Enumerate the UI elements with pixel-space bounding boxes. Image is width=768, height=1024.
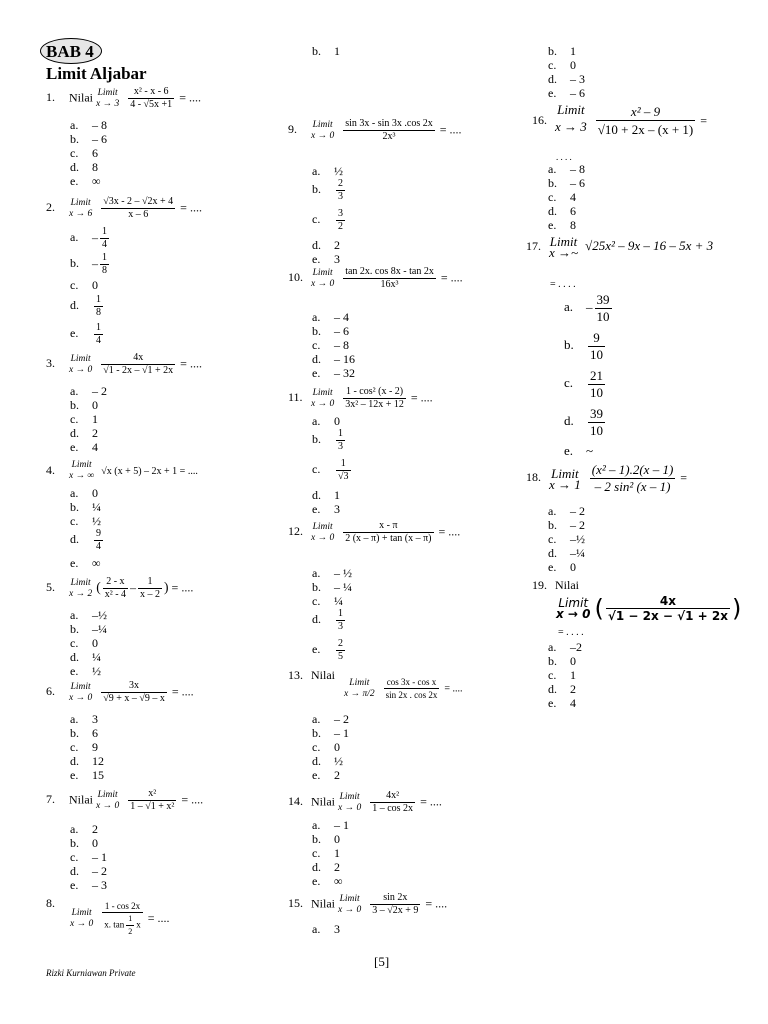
question-13-expression: Limit x → π/2 $\frac{\text{cos 3x - cos x}}{\sin 2x . \cos 2x}$ = .... (344, 677, 463, 700)
limit-operator: Limit x → 3 (555, 102, 587, 134)
question-number: 17. (526, 238, 541, 253)
limit-operator: Limit x → 0 (311, 267, 335, 289)
option-a: a. – 8 (70, 118, 107, 132)
question-prefix: Nilai (69, 90, 93, 105)
option-b: b. – 2 (548, 518, 585, 532)
limit-operator: Limit x → 3 (96, 87, 120, 109)
options-q15-continued-2 (548, 44, 585, 100)
option-b: b. 0 (312, 832, 340, 846)
option-c: c. ¼ (312, 594, 343, 608)
question-number: 12. (288, 524, 303, 539)
option-a: a. – 2 (312, 712, 349, 726)
option-a: a. 2 (70, 822, 98, 836)
option-d: d. 2 (548, 682, 576, 696)
option-d: d. 2 (70, 426, 98, 440)
options-q10 (312, 310, 355, 380)
question-15: 15. Nilai Limit x → 0 $\frac{\sin 2x}{3 - √2x + 9}$ = .... (288, 892, 448, 916)
limit-operator: Limit x → 2 (69, 577, 93, 599)
option-c: c. 1 (312, 846, 340, 860)
option-e: e. ∞ (70, 174, 101, 188)
question-10: 10. Limit x → 0 $\frac{\tan 2x. \cos 8x - \tan 2x}{\text{16x³}}$ = .... (288, 266, 463, 290)
option-d: d. – 16 (312, 352, 355, 366)
limit-operator: Limit x →~ (549, 234, 579, 260)
option-d: d. – 3 (548, 72, 585, 86)
option-e: e. 3 (312, 502, 340, 516)
fraction: $\frac{x - \pi}{2 (x - \pi) + \tan (x - \pi)}$ (345, 520, 432, 544)
expression: √25x² – 9x – 16 – 5x + 3 (585, 237, 714, 253)
option-d: d. –¼ (548, 546, 585, 560)
option-c: c. – 1 (70, 850, 107, 864)
question-number: 8. (46, 896, 55, 910)
fraction: $\frac{\text{(x² – 1).2(x – 1)}}{\text{– 2 sin² (x – 1)}}$ (591, 462, 674, 494)
options-q4 (70, 486, 105, 570)
chapter-title: Limit Aljabar (46, 64, 147, 83)
option-c: c. ½ (70, 514, 101, 528)
options-q9 (312, 164, 347, 266)
options-q1 (70, 118, 107, 188)
question-number: 14. (288, 794, 303, 809)
fraction: $\frac{4x}{√1 - 2x - √1 + 2x}$ (103, 352, 174, 376)
option-c: c. $\frac{3}{2}$ (312, 208, 343, 232)
option-e: e. 3 (312, 252, 340, 266)
question-8 (46, 896, 66, 911)
fraction: $\frac{\sin 2x}{3 - √2x + 9}$ (372, 892, 419, 916)
question-number: 9. (288, 122, 297, 137)
question-7: 7. Nilai Limit x → 0 $\frac{\text{x²}}{\text{1 – √1 + x²}}$ = .... (46, 788, 204, 812)
question-14: 14. Nilai Limit x → 0 $\frac{\text{4x²}}{1 - \cos 2x}$ = .... (288, 790, 442, 814)
options-q17 (564, 292, 614, 458)
limit-operator: Limit x → 0 (69, 353, 93, 375)
options-q16 (548, 162, 585, 232)
suffix: = . . . . (550, 279, 576, 290)
option-a: a. 0 (70, 486, 98, 500)
question-16: 16. Limit x → 3 $\frac{\text{x² – 9}}{√10 + 2x - (x + 1)}$ = (532, 102, 708, 137)
option-a: a. – $\frac{39}{10}$ (564, 292, 610, 324)
option-e: e. 2 (312, 768, 340, 782)
limit-operator: Limit x → 0 (338, 893, 362, 915)
fraction: 1 - cos 2x x. tan $\frac{1}{2}$ x (104, 901, 141, 936)
limit-operator: Limit x → 0 (70, 908, 94, 929)
option-b: b. –¼ (70, 622, 107, 636)
question-4 (46, 460, 198, 482)
option-e: e. – 3 (70, 878, 107, 892)
question-number: 5. (46, 580, 55, 595)
option-e: e. – 6 (548, 86, 585, 100)
chapter-number: BAB 4 (46, 42, 94, 61)
option-e: e. $\frac{1}{4}$ (70, 322, 101, 346)
option-a: a. ½ (312, 164, 343, 178)
option-b: b. – $\frac{1}{8}$ (70, 252, 107, 276)
fraction: $\frac{\sin 3x - \sin 3x .\cos 2x}{\text{2x³}}$ (345, 118, 433, 142)
limit-operator: Limit x → 6 (69, 197, 93, 219)
option-a: a. – 2 (548, 504, 585, 518)
limit-operator: Limit x → 0 (69, 681, 93, 703)
option-c: c. 0 (70, 278, 98, 292)
question-17 (526, 236, 713, 258)
limit-operator: Limit x → 0 (338, 791, 362, 813)
question-number: 16. (532, 113, 547, 128)
option-a: a. –2 (548, 640, 582, 654)
footer-author: Rizki Kurniawan Private (46, 968, 136, 978)
question-number: 4. (46, 462, 55, 477)
question-9: 9. Limit x → 0 $\frac{\sin 3x - \sin 3x .\cos 2x}{\text{2x³}}$ = .... (288, 118, 462, 142)
option-d: d. $\frac{39}{10}$ (564, 406, 603, 438)
limit-operator: Limit x → π/2 (344, 677, 375, 699)
limit-operator: Limit x → ∞ (69, 460, 95, 481)
option-e: e. ∞ (70, 556, 101, 570)
option-a: a. – ½ (312, 566, 352, 580)
question-number: 11. (288, 390, 303, 405)
question-number: 19. (532, 578, 547, 592)
option-d: d. 8 (70, 160, 98, 174)
option-c: c. $\frac{21}{10}$ (564, 368, 603, 400)
fraction: $\frac{\tan 2x. \cos 8x - \tan 2x}{\text{16x³}}$ (345, 266, 434, 290)
dots: = . . . . (558, 627, 584, 638)
options-q2 (70, 226, 111, 348)
question-number: 7. (46, 792, 55, 807)
option-a: a. 3 (312, 922, 340, 936)
fraction: $\frac{√3x - 2 - √2x + 4}{x - 6}$ (103, 196, 174, 220)
option-c: c. – 8 (312, 338, 349, 352)
option-a: a. –½ (70, 608, 107, 622)
option-d: d. 2 (312, 238, 340, 252)
option-a: a. – 2 (70, 384, 107, 398)
option-e: e. 4 (70, 440, 98, 454)
option-c: c. 0 (548, 58, 576, 72)
fraction: $\frac{4x}{√1 - 2x - √1 + 2x}$ (607, 594, 728, 623)
question-2: 2. Limit x → 6 $\frac{√3x - 2 - √2x + 4}{x - 6}$ = .... (46, 196, 202, 220)
option-a: a. 0 (312, 414, 340, 428)
question-13: 13. Nilai (288, 668, 335, 682)
option-b: b. 1 (312, 44, 340, 58)
option-c: c. 9 (70, 740, 98, 754)
question-number: 1. (46, 90, 55, 105)
option-e: e. ∞ (312, 874, 343, 888)
option-b: b. – 6 (70, 132, 107, 146)
option-a: a. 3 (70, 712, 98, 726)
question-number: 2. (46, 200, 55, 215)
option-e: e. – 32 (312, 366, 355, 380)
option-d: d. – 2 (70, 864, 107, 878)
option-b: b. 0 (70, 836, 98, 850)
option-d: d. $\frac{9}{4}$ (70, 528, 101, 552)
limit-operator: Limit x → 0 (311, 521, 335, 543)
option-c: c. 6 (70, 146, 98, 160)
options-q15-continued (312, 44, 340, 58)
option-b: b. – 6 (312, 324, 349, 338)
option-c: c. –½ (548, 532, 585, 546)
question-5: 5. Limit x → 2 ( $\frac{2 - x}{\text{x² - 4}}$ – $\frac{1}{x - 2}$ ) = .... (46, 576, 194, 600)
option-d: d. ¼ (70, 650, 101, 664)
option-c: c. 1 (548, 668, 576, 682)
limit-operator: Limit x → 0 (556, 595, 591, 621)
options-q5 (70, 608, 107, 678)
option-e: e. 15 (70, 768, 104, 782)
option-d: d. 2 (312, 860, 340, 874)
options-q11 (312, 414, 353, 516)
question-3: 3. Limit x → 0 $\frac{4x}{√1 - 2x - √1 + 2x}$ = .... (46, 352, 202, 376)
question-number: 6. (46, 684, 55, 699)
options-q14 (312, 818, 349, 888)
question-11: 11. Limit x → 0 $\frac{\text{1 - cos² (x - 2)}}{\text{3x² – 12x + 12}}$ = .... (288, 386, 433, 410)
option-c: c. 0 (312, 740, 340, 754)
question-12: 12. Limit x → 0 $\frac{x - \pi}{2 (x - \pi) + \tan (x - \pi)}$ = .... (288, 520, 461, 544)
option-e: e. ~ (564, 443, 594, 458)
option-d: d. 1 (312, 488, 340, 502)
option-d: d. 12 (70, 754, 104, 768)
option-a: a. – 4 (312, 310, 349, 324)
option-b: b. 0 (548, 654, 576, 668)
fraction: $\frac{\text{cos 3x - cos x}}{\sin 2x . \cos 2x}$ (385, 677, 438, 700)
option-e: e. 8 (548, 218, 576, 232)
limit-operator: Limit x → 0 (311, 119, 335, 141)
limit-operator: Limit x → 0 (96, 789, 120, 811)
option-a: a. – 8 (548, 162, 585, 176)
option-b: b. 0 (70, 398, 98, 412)
option-b: b. $\frac{1}{3}$ (312, 428, 343, 452)
option-b: b. – ¼ (312, 580, 352, 594)
option-b: b. 6 (70, 726, 98, 740)
question-6: 6. Limit x → 0 $\frac{3x}{√9 + x - √9 - x}$ = .... (46, 680, 194, 704)
option-d: d. 6 (548, 204, 576, 218)
limit-operator: Limit x → 0 (311, 387, 335, 409)
question-19-expression: Limit x → 0 ( $\frac{4x}{√1 - 2x - √1 + 2x}$ ) (556, 594, 742, 623)
question-number: 18. (526, 470, 541, 485)
options-q6 (70, 712, 104, 782)
fraction: $\frac{\text{1 - cos² (x - 2)}}{\text{3x² – 12x + 12}}$ (345, 386, 404, 410)
option-d: d. $\frac{1}{3}$ (312, 608, 343, 632)
option-c: c. $\frac{1}{√3}$ (312, 458, 349, 482)
option-b: b. $\frac{2}{3}$ (312, 178, 343, 202)
options-q15 (312, 922, 340, 936)
option-e: e. ½ (70, 664, 101, 678)
option-e: e. 4 (548, 696, 576, 710)
page-number: [5] (374, 954, 390, 969)
option-c: c. 1 (70, 412, 98, 426)
fraction: $\frac{\text{x² - x - 6}}{4 - √5x +1}$ (130, 86, 173, 110)
question-number: 3. (46, 356, 55, 371)
option-b: b. – 6 (548, 176, 585, 190)
option-e: e. 0 (548, 560, 576, 574)
question-number: 10. (288, 270, 303, 285)
options-q19 (548, 640, 582, 710)
question-1: 1. Nilai Limit x → 3 $\frac{\text{x² - x - 6}}{4 - √5x +1}$ = .... (46, 86, 201, 110)
fraction: $\frac{\text{x² – 9}}{√10 + 2x - (x + 1)}$ (597, 104, 694, 137)
option-a: a. – $\frac{1}{4}$ (70, 226, 107, 250)
limit-operator: Limit x → 1 (549, 465, 581, 492)
options-q12 (312, 566, 352, 668)
options-q13 (312, 712, 349, 782)
option-c: c. 4 (548, 190, 576, 204)
option-b: b. $\frac{9}{10}$ (564, 330, 603, 362)
option-c: c. 0 (70, 636, 98, 650)
question-19: 19. Nilai (532, 578, 579, 592)
question-8-expression: Limit x → 0 1 - cos 2x x. tan $\frac{1}{2}$ x = .... (70, 901, 170, 936)
question-number: 13. (288, 668, 303, 682)
options-q18 (548, 504, 585, 574)
option-d: d. ½ (312, 754, 343, 768)
option-d: d. $\frac{1}{8}$ (70, 294, 101, 318)
fraction: $\frac{\text{4x²}}{1 - \cos 2x}$ (372, 790, 414, 814)
options-q3 (70, 384, 107, 454)
fraction: $\frac{\text{x²}}{\text{1 – √1 + x²}}$ (130, 788, 175, 812)
option-b: b. 1 (548, 44, 576, 58)
expression: √x (x + 5) – 2x + 1 = .... (101, 465, 198, 477)
dots: . . . . (556, 152, 572, 162)
option-b: b. ¼ (70, 500, 101, 514)
option-a: a. – 1 (312, 818, 349, 832)
options-q7 (70, 822, 107, 892)
option-e: e. $\frac{2}{5}$ (312, 638, 343, 662)
question-18: 18. Limit x → 1 $\frac{\text{(x² – 1).2(x – 1)}}{\text{– 2 sin² (x – 1)}}$ = (526, 462, 688, 494)
option-b: b. – 1 (312, 726, 349, 740)
question-number: 15. (288, 896, 303, 911)
fraction: $\frac{3x}{√9 + x - √9 - x}$ (103, 680, 165, 704)
